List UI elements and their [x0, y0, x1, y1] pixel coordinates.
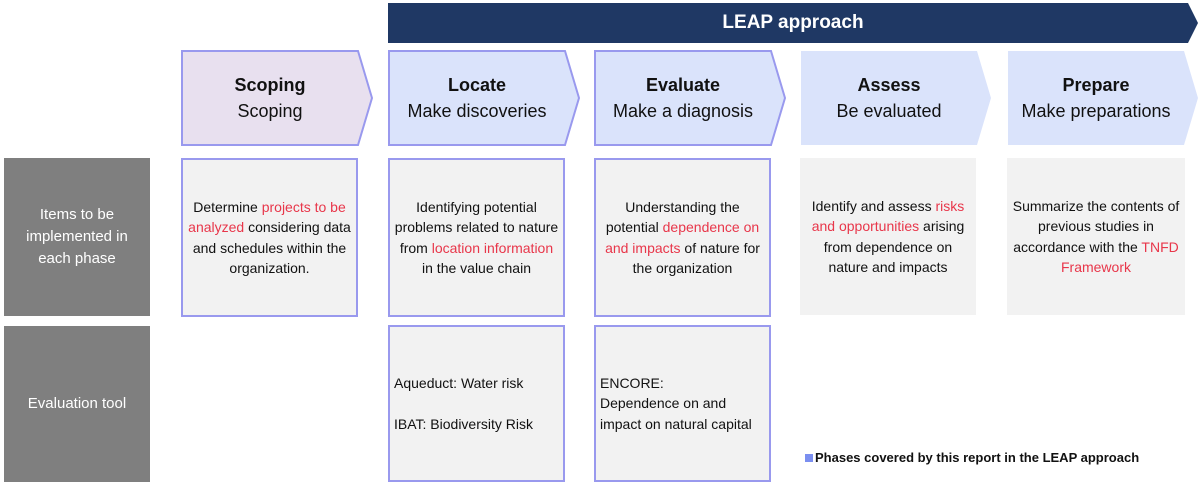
legend	[805, 450, 1139, 465]
item-text: Summarize the contents of previous studies in accordance with the TNFD Framework	[1012, 197, 1180, 275]
tool-cell-locate	[388, 325, 565, 482]
tool-cell-evaluate	[594, 325, 771, 482]
row-label-items	[4, 158, 150, 316]
banner-title: LEAP approach	[722, 12, 864, 33]
phase-title: Scoping	[234, 75, 306, 95]
item-text: Understanding the potential dependence on and impacts of nature for the organization	[605, 198, 760, 276]
phase-subtitle: Make discoveries	[407, 101, 547, 121]
item-cell-prepare	[1007, 158, 1185, 315]
phase-title: Evaluate	[645, 75, 721, 95]
row-label-text: Items to be implemented in each phase	[26, 206, 128, 267]
phase-locate	[388, 50, 580, 146]
phase-evaluate	[594, 50, 786, 146]
tool-text: Aqueduct: Water risk IBAT: Biodiversity Risk	[394, 375, 533, 432]
legend-text: Phases covered by this report in the LEAP approach	[815, 450, 1140, 465]
item-text: Identifying potential problems related to nature from location information in the value chain	[394, 198, 559, 276]
phase-title: Locate	[447, 75, 507, 95]
item-cell-locate	[388, 158, 565, 317]
item-cell-evaluate	[594, 158, 771, 317]
phase-prepare	[1007, 50, 1199, 146]
item-cell-scoping	[181, 158, 358, 317]
item-text: Identify and assess risks and opportunities arising from dependence on nature and impacts	[811, 197, 965, 275]
phase-subtitle: Be evaluated	[836, 101, 942, 121]
row-label-text: Evaluation tool	[27, 395, 127, 412]
phase-title: Assess	[857, 75, 921, 95]
phase-scoping	[181, 50, 373, 146]
item-text: Determine projects to be analyzed considering data and schedules within the organization.	[188, 198, 351, 276]
phase-subtitle: Scoping	[237, 101, 303, 121]
item-cell-assess	[800, 158, 976, 315]
tool-text: ENCORE: Dependence on and impact on natural capital	[600, 374, 752, 432]
legend-swatch	[805, 454, 813, 462]
leap-approach-banner	[388, 3, 1198, 43]
phase-subtitle: Make a diagnosis	[612, 101, 754, 121]
row-label-tools	[4, 326, 150, 482]
phase-title: Prepare	[1062, 75, 1130, 95]
phase-subtitle: Make preparations	[1021, 101, 1171, 121]
phase-assess	[800, 50, 992, 146]
